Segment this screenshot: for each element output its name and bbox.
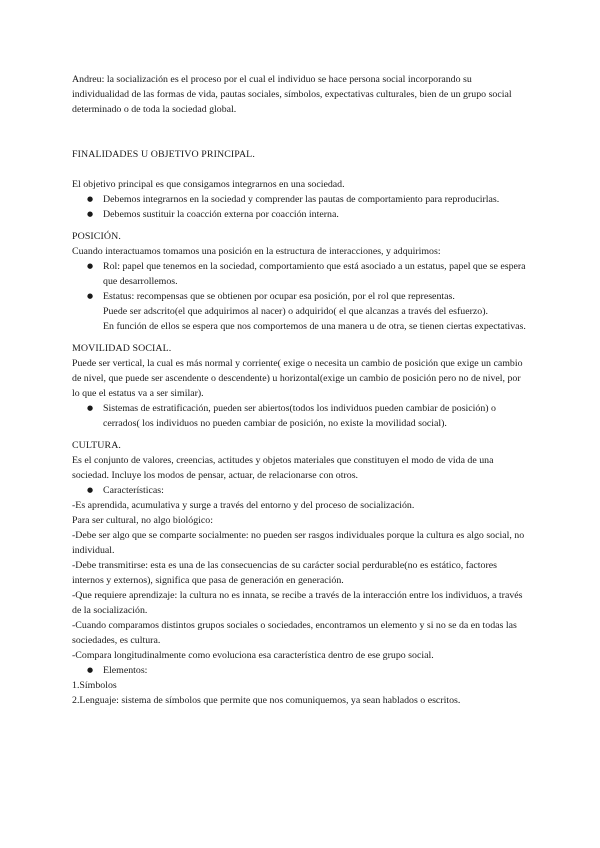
document-body bbox=[72, 72, 530, 708]
finalidades-text: El objetivo principal es que consigamos integrarnos en una sociedad. bbox=[72, 179, 345, 190]
cultura-line: -Es aprendida, acumulativa y surge a través del entorno y del proceso de socialización. bbox=[72, 500, 415, 511]
cultura-line: Para ser cultural, no algo biológico: bbox=[72, 515, 213, 526]
list-item bbox=[72, 289, 530, 334]
list-item: ● Debemos integrarnos en la sociedad y comprender las pautas de comportamiento para reproducirlas. bbox=[72, 192, 530, 207]
finalidades-list bbox=[72, 192, 530, 222]
cultura-line: -Compara longitudinalmente como evoluciona esa característica dentro de ese grupo social. bbox=[72, 650, 434, 661]
list-item-text: Estatus: recompensas que se obtienen por ocupar esa posición, por el rol que representas. bbox=[103, 291, 455, 302]
list-item-continuation: Puede ser adscrito(el que adquirimos al nacer) o adquirido( el que alcanzas a través del esfuerzo). bbox=[103, 306, 488, 317]
posicion-text: Cuando interactuamos tomamos una posición en la estructura de interacciones, y adquirimos: bbox=[72, 246, 441, 257]
cultura-line: -Cuando comparamos distintos grupos sociales o sociedades, encontramos un elemento y si no se da en todas las sociedades, es cultura. bbox=[72, 620, 517, 646]
list-item: ● Rol: papel que tenemos en la sociedad, comportamiento que está asociado a un estatus, papel que se espera que desarrollemos. bbox=[72, 259, 530, 289]
posicion-heading: POSICIÓN. bbox=[72, 231, 121, 242]
posicion-list bbox=[72, 259, 530, 334]
intro-paragraph: Andreu: la socialización es el proceso por el cual el individuo se hace persona social incorporando su individualidad de las formas de vida, pautas sociales, símbolos, expectativas culturales, bien de un grupo social determinado o de toda la sociedad global. bbox=[72, 74, 512, 115]
cultura-text: Es el conjunto de valores, creencias, actitudes y objetos materiales que constituyen el modo de vida de una sociedad. Incluye los modos de pensar, actuar, de relacionarse con otros. bbox=[72, 455, 494, 481]
cultura-line: -Debe ser algo que se comparte socialmente: no pueden ser rasgos individuales porque la cultura es algo social, no individual. bbox=[72, 530, 525, 556]
finalidades-heading: FINALIDADES U OBJETIVO PRINCIPAL. bbox=[72, 149, 255, 160]
cultura-line: -Debe transmitirse: esta es una de las consecuencias de su carácter social perdurable(no es estático, factores internos y externos), significa que pasa de generación en generación. bbox=[72, 560, 497, 586]
list-item: ● Características: bbox=[72, 483, 530, 498]
list-item-continuation: En función de ellos se espera que nos comportemos de una manera u de otra, se tienen ciertas expectativas. bbox=[103, 321, 526, 332]
cultura-line: -Que requiere aprendizaje: la cultura no es innata, se recibe a través de la interacción entre los individuos, a través de la socialización. bbox=[72, 590, 523, 616]
movilidad-text: Puede ser vertical, la cual es más normal y corriente( exige o necesita un cambio de posición que exige un cambio de nivel, que puede ser ascendente o descendente) u horizontal(exige un cambio de posición pero no de nivel, por lo que el estatus va a ser similar). bbox=[72, 358, 523, 399]
movilidad-list bbox=[72, 401, 530, 431]
list-item: ● Sistemas de estratificación, pueden ser abiertos(todos los individuos pueden cambiar de posición) o cerrados( los individuos no pueden cambiar de posición, no existe la movilidad social). bbox=[72, 401, 530, 431]
caracteristicas-list bbox=[72, 483, 530, 498]
list-item: ● Debemos sustituir la coacción externa por coacción interna. bbox=[72, 207, 530, 222]
elemento-line: 2.Lenguaje: sistema de símbolos que permite que nos comuniquemos, ya sean hablados o escritos. bbox=[72, 695, 461, 706]
movilidad-heading: MOVILIDAD SOCIAL. bbox=[72, 343, 172, 354]
elemento-line: 1.Símbolos bbox=[72, 680, 117, 691]
cultura-heading: CULTURA. bbox=[72, 440, 121, 451]
list-item: ● Elementos: bbox=[72, 663, 530, 678]
elementos-list bbox=[72, 663, 530, 678]
